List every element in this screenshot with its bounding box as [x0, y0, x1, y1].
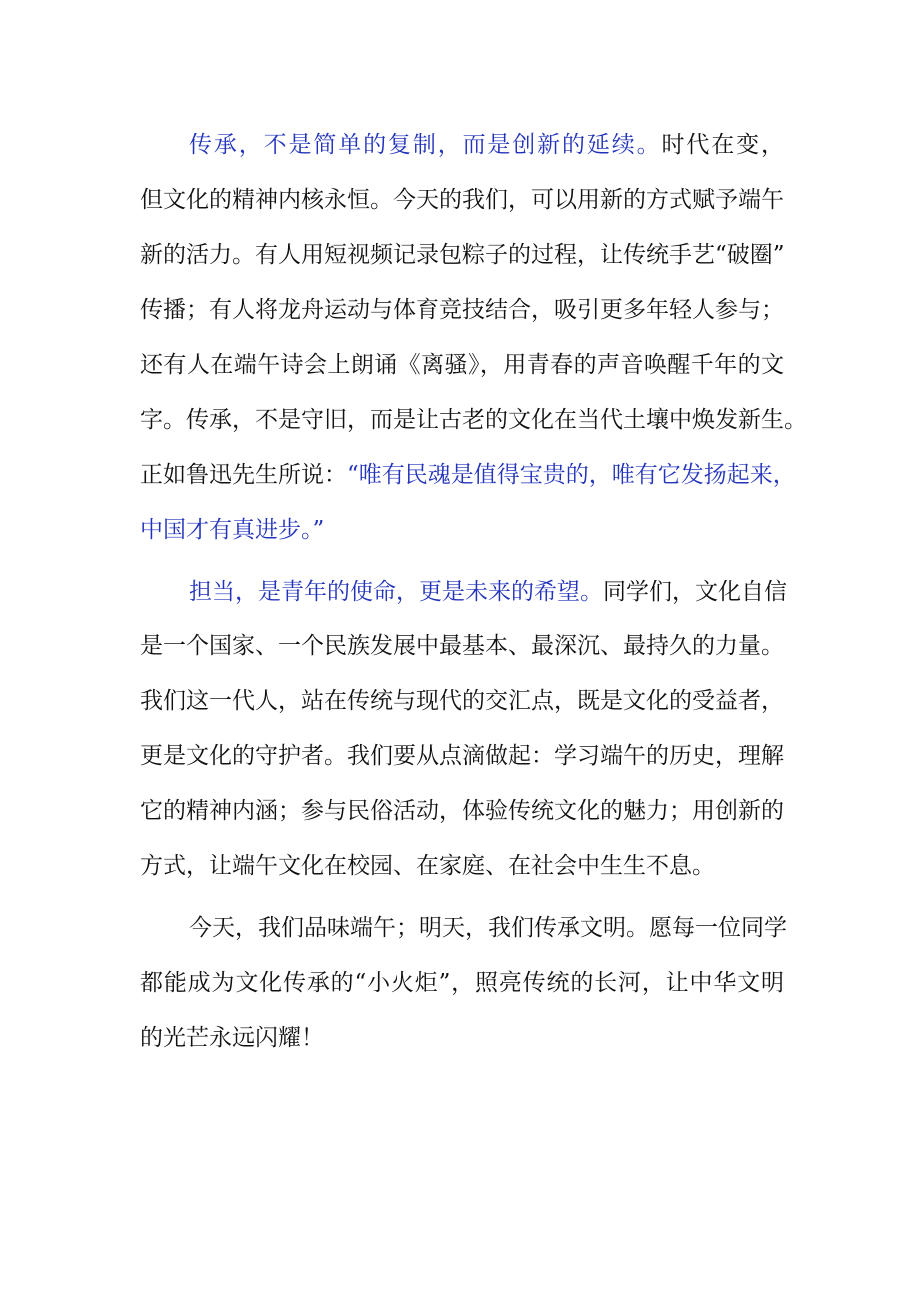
paragraph-1-line-1: [189, 125, 784, 165]
body-text: 都能成为文化传承的“小火炬”，照亮传统的长河，让中华文明: [140, 970, 784, 996]
body-text: 还有人在端午诗会上朗诵《离骚》，用青春的声音唤醒千年的文: [140, 352, 784, 378]
paragraph-1-line-4: [140, 290, 784, 330]
body-text: 的光芒永远闪耀！: [140, 1025, 324, 1051]
body-text: 是一个国家、一个民族发展中最基本、最深沉、最持久的力量。: [140, 633, 784, 659]
body-text: 它的精神内涵；参与民俗活动，体验传统文化的魅力；用创新的: [140, 798, 784, 824]
body-text: 时代在变，: [661, 132, 785, 158]
paragraph-1-line-2: [140, 180, 784, 220]
body-text: 我们这一代人，站在传统与现代的交汇点，既是文化的受益者，: [140, 688, 784, 714]
paragraph-1-line-6: [140, 400, 807, 440]
paragraph-2-line-1: [189, 572, 787, 612]
paragraph-1-line-3: [140, 235, 784, 275]
paragraph-1-line-5: [140, 345, 784, 385]
emphasis-text: 传承，不是简单的复制，而是创新的延续。: [189, 132, 662, 158]
paragraph-1-line-7: [140, 455, 796, 495]
paragraph-2-line-4: [140, 736, 784, 776]
paragraph-2-line-5: [140, 791, 784, 831]
body-text: 方式，让端午文化在校园、在家庭、在社会中生生不息。: [140, 853, 715, 879]
body-text: 但文化的精神内核永恒。今天的我们，可以用新的方式赋予端午: [140, 187, 784, 213]
paragraph-3-line-1: [189, 908, 787, 948]
body-text: 字。传承，不是守旧，而是让古老的文化在当代土壤中焕发新生。: [140, 407, 807, 433]
body-text: 同学们，文化自信: [603, 579, 787, 605]
body-text: 传播；有人将龙舟运动与体育竞技结合，吸引更多年轻人参与；: [140, 297, 784, 323]
paragraph-1-line-8: [140, 510, 784, 550]
paragraph-3-line-3: [140, 1018, 784, 1058]
body-text: 新的活力。有人用短视频记录包粽子的过程，让传统手艺“破圈”: [140, 242, 785, 268]
body-text: 正如鲁迅先生所说：: [140, 462, 347, 488]
emphasis-text: 担当，是青年的使命，更是未来的希望。: [189, 579, 603, 605]
quote-text: 中国才有真进步。”: [140, 517, 325, 543]
body-text: 今天，我们品味端午；明天，我们传承文明。愿每一位同学: [189, 915, 787, 941]
paragraph-2-line-6: [140, 846, 784, 886]
body-text: 更是文化的守护者。我们要从点滴做起：学习端午的历史，理解: [140, 743, 784, 769]
paragraph-2-line-3: [140, 681, 784, 721]
paragraph-2-line-2: [140, 626, 784, 666]
paragraph-3-line-2: [140, 963, 784, 1003]
quote-text: “唯有民魂是值得宝贵的，唯有它发扬起来，: [347, 462, 796, 488]
